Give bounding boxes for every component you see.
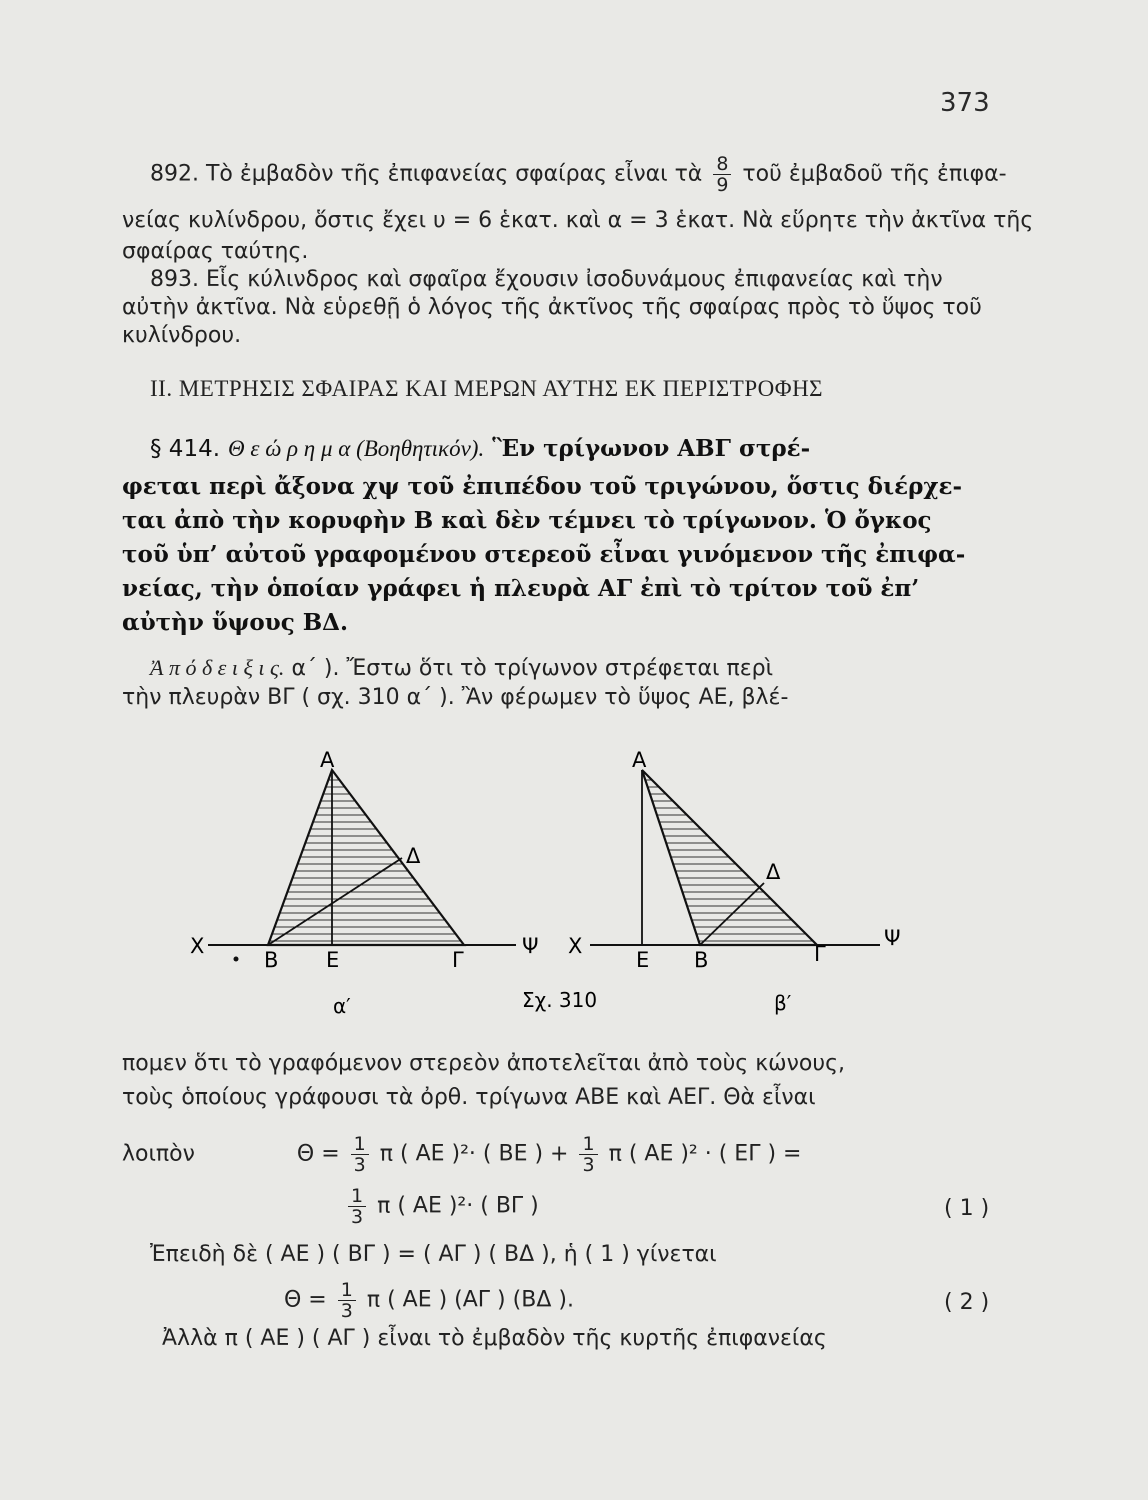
proof-line4: τοὺς ὁποίους γράφουσι τὰ ὀρθ. τρίγωνα ΑΒΕ καὶ ΑΕΓ. Θὰ εἶναι: [122, 1085, 816, 1110]
since-line: Ἐπειδὴ δὲ ( ΑΕ ) ( ΒΓ ) = ( ΑΓ ) ( ΒΔ ), ἡ ( 1 ) γίνεται: [150, 1242, 717, 1267]
label-Psi-left: Ψ: [522, 934, 539, 958]
theorem-line1: [150, 430, 810, 468]
figure-svg: [180, 745, 940, 1030]
theorem-line6: αὐτὴν ὕψους ΒΔ.: [122, 609, 349, 636]
equation-2: [284, 1280, 574, 1321]
theorem-text-1: Ἓν τρίγωνον ΑΒΓ στρέ-: [492, 435, 811, 462]
label-G-left: Γ: [452, 948, 464, 972]
problem-892-line3: σφαίρας ταύτης.: [122, 239, 309, 264]
frac-num: 1: [579, 1134, 597, 1155]
equation-1-line2: [344, 1186, 539, 1227]
proof-label: Ἀ π ό δ ε ι ξ ι ς.: [150, 655, 285, 680]
figure-b: [568, 748, 901, 1015]
frac-num: 8: [713, 154, 731, 175]
problem-892-line2: νείας κυλίνδρου, ὅστις ἔχει υ = 6 ἑκατ. καὶ α = 3 ἑκατ. Νὰ εὕρητε τὴν ἀκτῖνα τῆς: [122, 208, 1034, 233]
problem-892-text-before: 892. Τὸ ἐμβαδὸν τῆς ἐπιφανείας σφαίρας εἶναι τὰ: [150, 161, 703, 187]
theta-equals: Θ =: [296, 1141, 340, 1167]
theorem-line4: τοῦ ὑπ’ αὐτοῦ γραφομένου στερεοῦ εἶναι γινόμενον τῆς ἐπιφα-: [122, 541, 966, 568]
fraction-one-third: [351, 1134, 369, 1175]
label-A-right: Α: [632, 748, 647, 772]
theorem-line2: φεται περὶ ἄξονα χψ τοῦ ἐπιπέδου τοῦ τριγώνου, ὅστις διέρχε-: [122, 473, 963, 500]
ink-dot: [234, 957, 239, 962]
proof-text-1: α΄ ). Ἔστω ὅτι τὸ τρίγωνον στρέφεται περὶ: [291, 656, 774, 681]
frac-den: 3: [582, 1154, 595, 1176]
equation-1-number: ( 1 ): [944, 1196, 990, 1221]
frac-den: 9: [716, 174, 729, 196]
eq1-result: π ( ΑΕ )²· ( ΒΓ ): [377, 1193, 539, 1219]
triangle-abg-right: [642, 770, 817, 945]
equation-2-number: ( 2 ): [944, 1290, 990, 1315]
proof-line2: τὴν πλευρὰν ΒΓ ( σχ. 310 α΄ ). Ἂν φέρωμεν τὸ ὕψος ΑΕ, βλέ-: [122, 685, 789, 710]
label-B-right: Β: [694, 948, 709, 972]
label-beta: β′: [774, 991, 792, 1015]
figure-310: [180, 745, 940, 1034]
section-heading: ΙΙ. ΜΕΤΡΗΣΙΣ ΣΦΑΙΡΑΣ ΚΑΙ ΜΕΡΩΝ ΑΥΤΗΣ ΕΚ ΠΕΡΙΣΤΡΟΦΗΣ: [150, 376, 824, 401]
label-X-left: Χ: [190, 934, 205, 958]
page-number: 373: [940, 88, 990, 118]
figure-a: [190, 748, 539, 1018]
paragraph-sign: § 414.: [150, 436, 221, 462]
problem-893-line2: αὐτὴν ἀκτῖνα. Νὰ εὑρεθῇ ὁ λόγος τῆς ἀκτῖνος τῆς σφαίρας πρὸς τὸ ὕψος τοῦ: [122, 295, 982, 320]
theorem-title: Θ ε ώ ρ η μ α (Βοηθητικόν).: [228, 436, 485, 461]
label-E-left: Ε: [326, 948, 340, 972]
frac-den: 3: [340, 1300, 353, 1322]
frac-num: 1: [351, 1134, 369, 1155]
equation-1-line1: [122, 1134, 801, 1175]
label-B-left: Β: [264, 948, 279, 972]
label-E-right: Ε: [636, 948, 650, 972]
loipon-word: λοιπὸν: [122, 1141, 195, 1167]
frac-num: 1: [338, 1280, 356, 1301]
frac-den: 3: [353, 1154, 366, 1176]
problem-893-line1: 893. Εἷς κύλινδρος καὶ σφαῖρα ἔχουσιν ἰσοδυνάμους ἐπιφανείας καὶ τὴν: [150, 267, 943, 292]
label-D-left: Δ: [406, 844, 421, 868]
fraction-8-9: [713, 154, 731, 195]
label-Psi-right: Ψ: [884, 926, 901, 950]
last-line: Ἀλλὰ π ( ΑΕ ) ( ΑΓ ) εἶναι τὸ ἐμβαδὸν τῆς κυρτῆς ἐπιφανείας: [162, 1326, 827, 1351]
label-G-right: Γ: [814, 942, 826, 966]
left-hatching: [260, 780, 480, 941]
problem-892-line1: [150, 154, 1007, 195]
eq1-term2: π ( ΑΕ )² · ( ΕΓ ) =: [608, 1141, 802, 1167]
proof-line3: πομεν ὅτι τὸ γραφόμενον στερεὸν ἀποτελεῖται ἀπὸ τοὺς κώνους,: [122, 1051, 845, 1076]
problem-892-text-after: τοῦ ἐμβαδοῦ τῆς ἐπιφα-: [742, 161, 1007, 187]
eq1-term1: π ( ΑΕ )²· ( ΒΕ ) +: [379, 1141, 569, 1167]
theorem-line3: ται ἀπὸ τὴν κορυφὴν Β καὶ δὲν τέμνει τὸ τρίγωνον. Ὁ ὄγκος: [122, 507, 932, 534]
fraction-one-third: [579, 1134, 597, 1175]
frac-den: 3: [351, 1206, 364, 1228]
label-A-left: Α: [320, 748, 335, 772]
figure-caption: Σχ. 310: [522, 988, 598, 1012]
theorem-line5: νείας, τὴν ὁποίαν γράφει ἡ πλευρὰ ΑΓ ἐπὶ τὸ τρίτον τοῦ ἐπ’: [122, 575, 920, 602]
fraction-one-third: [348, 1186, 366, 1227]
fraction-one-third: [338, 1280, 356, 1321]
problem-893-line3: κυλίνδρου.: [122, 323, 242, 348]
theta-equals-2: Θ =: [284, 1287, 327, 1313]
frac-num: 1: [348, 1186, 366, 1207]
label-D-right: Δ: [766, 860, 781, 884]
label-alpha: α′: [333, 994, 351, 1018]
eq2-term: π ( ΑΕ ) (ΑΓ ) (ΒΔ ).: [366, 1287, 574, 1313]
label-X-right: Χ: [568, 934, 583, 958]
